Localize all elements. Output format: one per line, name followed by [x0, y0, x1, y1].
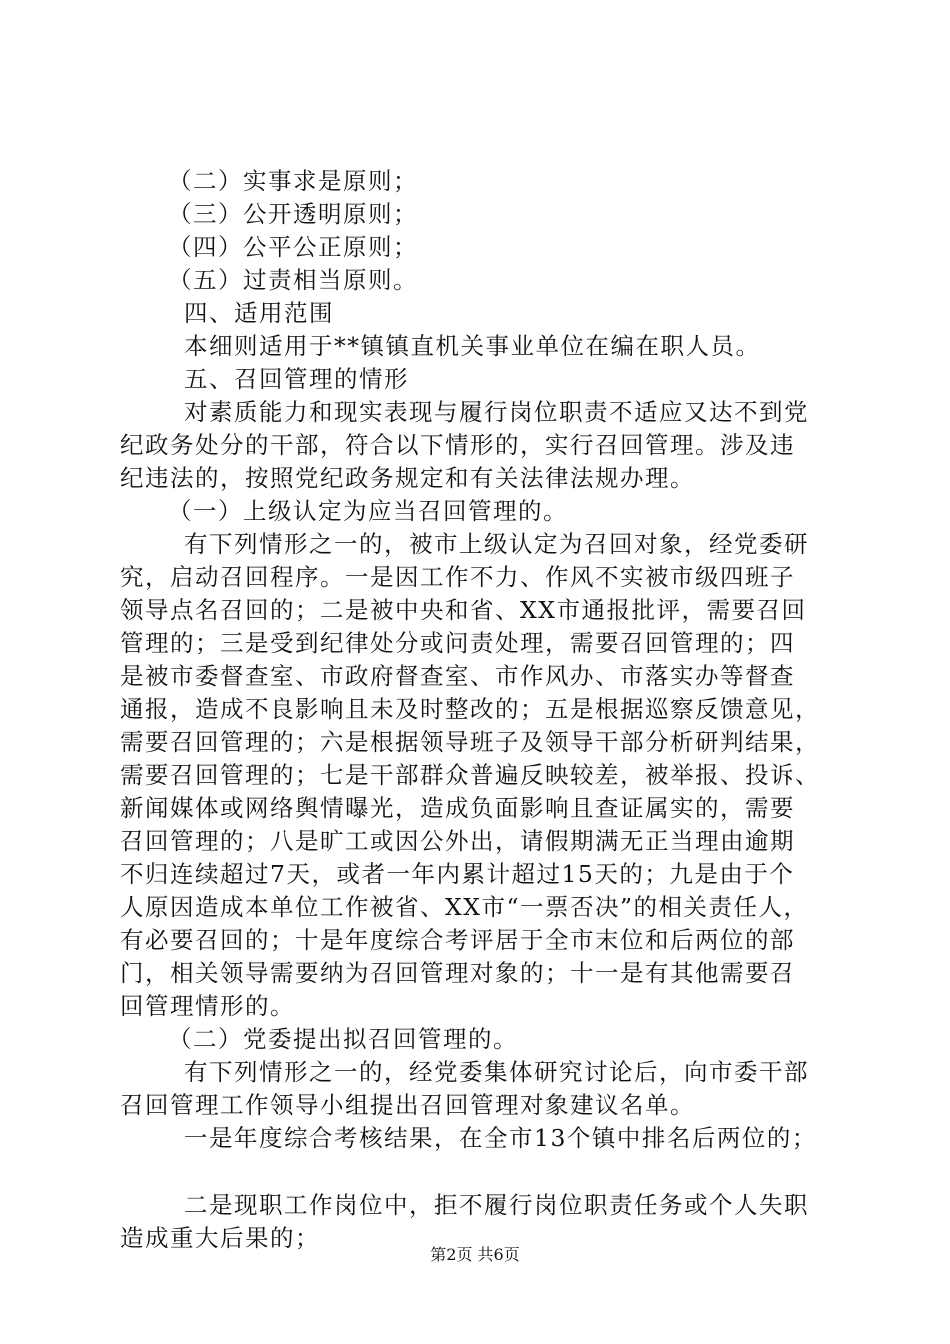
text-line: 本细则适用于**镇镇直机关事业单位在编在职人员。: [184, 332, 761, 360]
text-line: 二是现职工作岗位中，拒不履行岗位职责任务或个人失职: [184, 1191, 809, 1219]
subsection-heading: （一）上级认定为应当召回管理的。: [168, 497, 568, 525]
text-line: 纪违法的，按照党纪政务规定和有关法律法规办理。: [120, 464, 695, 492]
text-line: 回管理情形的。: [120, 992, 295, 1020]
subsection-heading: （二）党委提出拟召回管理的。: [168, 1025, 518, 1053]
text-line: 需要召回管理的；六是根据领导班子及领导干部分析研判结果，: [120, 728, 820, 756]
text-line: 需要召回管理的；七是干部群众普遍反映较差，被举报、投诉、: [120, 761, 820, 789]
text-line: 不归连续超过7天，或者一年内累计超过15天的；九是由于个: [120, 860, 795, 888]
text-line: （五）过责相当原则。: [168, 266, 418, 294]
text-line: 有下列情形之一的，经党委集体研究讨论后，向市委干部: [184, 1058, 809, 1086]
text-line: 通报，造成不良影响且未及时整改的；五是根据巡察反馈意见，: [120, 695, 820, 723]
text-line: 有必要召回的；十是年度综合考评居于全市末位和后两位的部: [120, 926, 795, 954]
text-line: 是被市委督查室、市政府督查室、市作风办、市落实办等督查: [120, 662, 795, 690]
blank-line: [120, 1155, 840, 1189]
text-line: 对素质能力和现实表现与履行岗位职责不适应又达不到党: [184, 398, 809, 426]
document-body: [120, 165, 840, 1255]
page-number: 第2页 共6页: [430, 1245, 520, 1264]
text-line: （三）公开透明原则；: [168, 200, 418, 228]
text-line: 领导点名召回的；二是被中央和省、XX市通报批评，需要召回: [120, 596, 807, 624]
text-line: 召回管理的；八是旷工或因公外出，请假期满无正当理由逾期: [120, 827, 795, 855]
text-line: 一是年度综合考核结果，在全市13个镇中排名后两位的；: [184, 1124, 817, 1152]
text-line: 究，启动召回程序。一是因工作不力、作风不实被市级四班子: [120, 563, 795, 591]
section-heading: 四、适用范围: [184, 299, 334, 327]
text-line: 纪政务处分的干部，符合以下情形的，实行召回管理。涉及违: [120, 431, 795, 459]
section-heading: 五、召回管理的情形: [184, 365, 409, 393]
text-line: 管理的；三是受到纪律处分或问责处理，需要召回管理的；四: [120, 629, 795, 657]
text-line: 新闻媒体或网络舆情曝光，造成负面影响且查证属实的，需要: [120, 794, 795, 822]
page-footer: [0, 1245, 950, 1265]
text-line: 门，相关领导需要纳为召回管理对象的；十一是有其他需要召: [120, 959, 795, 987]
text-line: 有下列情形之一的，被市上级认定为召回对象，经党委研: [184, 530, 809, 558]
text-line: （二）实事求是原则；: [168, 167, 418, 195]
text-line: 人原因造成本单位工作被省、XX市“一票否决”的相关责任人，: [120, 893, 809, 921]
text-line: 召回管理工作领导小组提出召回管理对象建议名单。: [120, 1091, 695, 1119]
text-line: （四）公平公正原则；: [168, 233, 418, 261]
text-line: 造成重大后果的；: [120, 1224, 320, 1252]
